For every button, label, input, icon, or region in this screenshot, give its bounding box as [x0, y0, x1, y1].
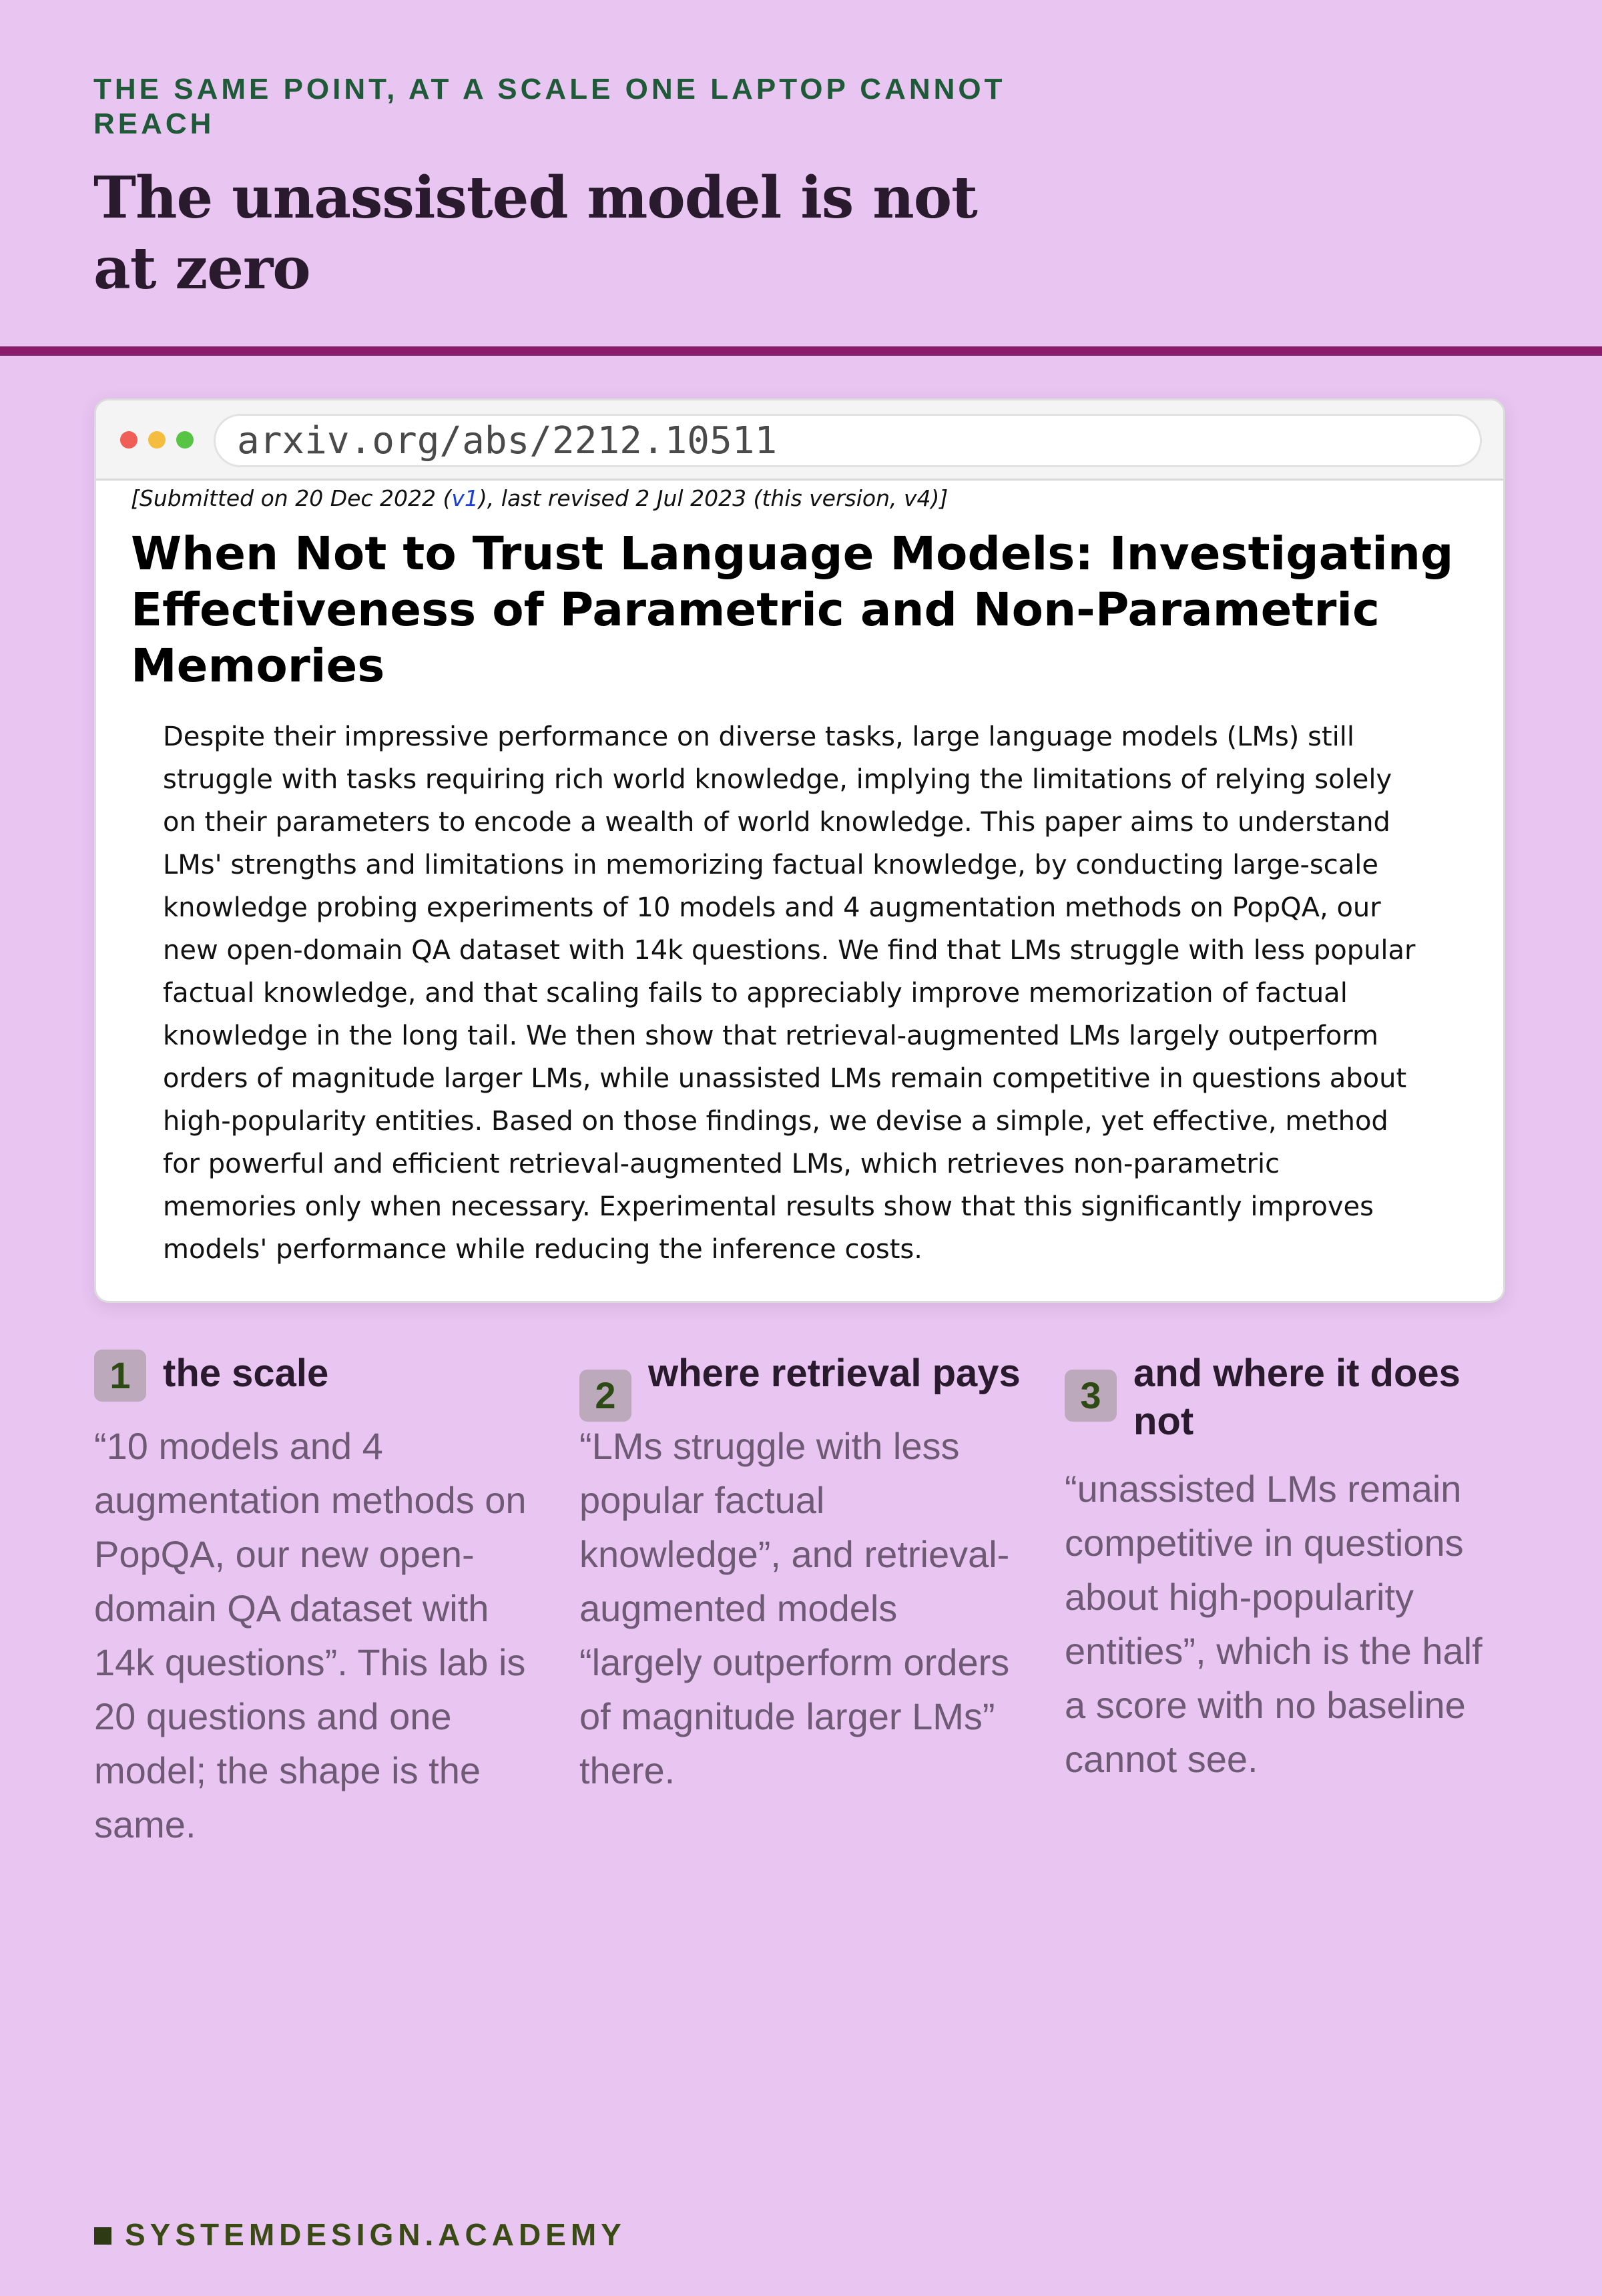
- paper-abstract: Despite their impressive performance on diverse tasks, large language models (LMs) still struggle with tasks requiring rich world knowledge, implying the limitations of relying solely on their parameters to encode a wealth of world knowledge. This paper aims to understand LMs' strengths and limitations in memorizing factual knowledge, by conducting large-scale knowledge probing experiments of 10 models and 4 augmentation methods on PopQA, our new open-domain QA dataset with 14k questions. We find that LMs struggle with less popular factual knowledge, and that scaling fails to appreciably improve memorization of factual knowledge in the long tail. We then show that retrieval-augmented LMs largely outperform orders of magnitude larger LMs, while unassisted LMs remain competitive in questions about high-popularity entities. Based on those findings, we devise a simple, yet effective, method for powerful and efficient retrieval-augmented LMs, which retrieves non-parametric memories only when necessary. Experimental results show that this significantly improves models' performance while reducing the inference costs.: [163, 722, 1416, 1265]
- submission-history-suffix: ), last revised 2 Jul 2023 (this version, v4)]: [478, 485, 949, 511]
- point-number-badge: 3: [1065, 1370, 1117, 1422]
- minimize-window-icon[interactable]: [148, 431, 166, 449]
- key-points: [94, 1350, 1505, 1950]
- point-title: where retrieval pays: [648, 1352, 1021, 1395]
- point-where-it-does-not: [1065, 1350, 1512, 1786]
- close-window-icon[interactable]: [120, 431, 138, 449]
- point-scale: [94, 1350, 541, 1851]
- version-v1-link[interactable]: v1: [451, 485, 479, 511]
- brand-square-icon: [94, 2227, 111, 2245]
- point-heading: [1065, 1350, 1512, 1446]
- point-heading: [94, 1350, 541, 1403]
- point-where-retrieval-pays: [579, 1350, 1027, 1797]
- page-header: [93, 72, 1028, 304]
- submission-history: [131, 481, 1473, 514]
- point-number-badge: 1: [94, 1350, 146, 1402]
- divider-rule: [0, 346, 1602, 356]
- brand-name: SYSTEMDESIGN.ACADEMY: [125, 2217, 626, 2252]
- point-number-badge: 2: [579, 1370, 631, 1422]
- maximize-window-icon[interactable]: [176, 431, 194, 449]
- point-heading: [579, 1350, 1027, 1416]
- arxiv-abstract-page: [131, 481, 1473, 1271]
- browser-window: [94, 398, 1505, 1303]
- paper-title: When Not to Trust Language Models: Investigating Effectiveness of Parametric and Non-Parametric Memories: [131, 527, 1454, 693]
- point-body: “LMs struggle with less popular factual knowledge”, and retrieval-augmented models “largely outperform orders of magnitude larger LMs” there.: [579, 1425, 1010, 1791]
- address-bar[interactable]: [214, 414, 1482, 467]
- point-title: and where it does not: [1133, 1352, 1460, 1443]
- page-title: The unassisted model is not at zero: [93, 164, 977, 302]
- browser-toolbar: [96, 400, 1503, 481]
- point-body: “10 models and 4 augmentation methods on PopQA, our new open-domain QA dataset with 14k questions”. This lab is 20 questions and one model; the shape is the same.: [94, 1425, 527, 1845]
- point-body: “unassisted LMs remain competitive in questions about high-popularity entities”, which is the half a score with no baseline cannot see.: [1065, 1468, 1483, 1780]
- kicker: THE SAME POINT, AT A SCALE ONE LAPTOP CANNOT REACH: [93, 73, 1006, 140]
- point-title: the scale: [163, 1352, 329, 1395]
- address-bar-url: arxiv.org/abs/2212.10511: [237, 419, 778, 463]
- submission-history-prefix: [Submitted on 20 Dec 2022 (: [131, 485, 452, 511]
